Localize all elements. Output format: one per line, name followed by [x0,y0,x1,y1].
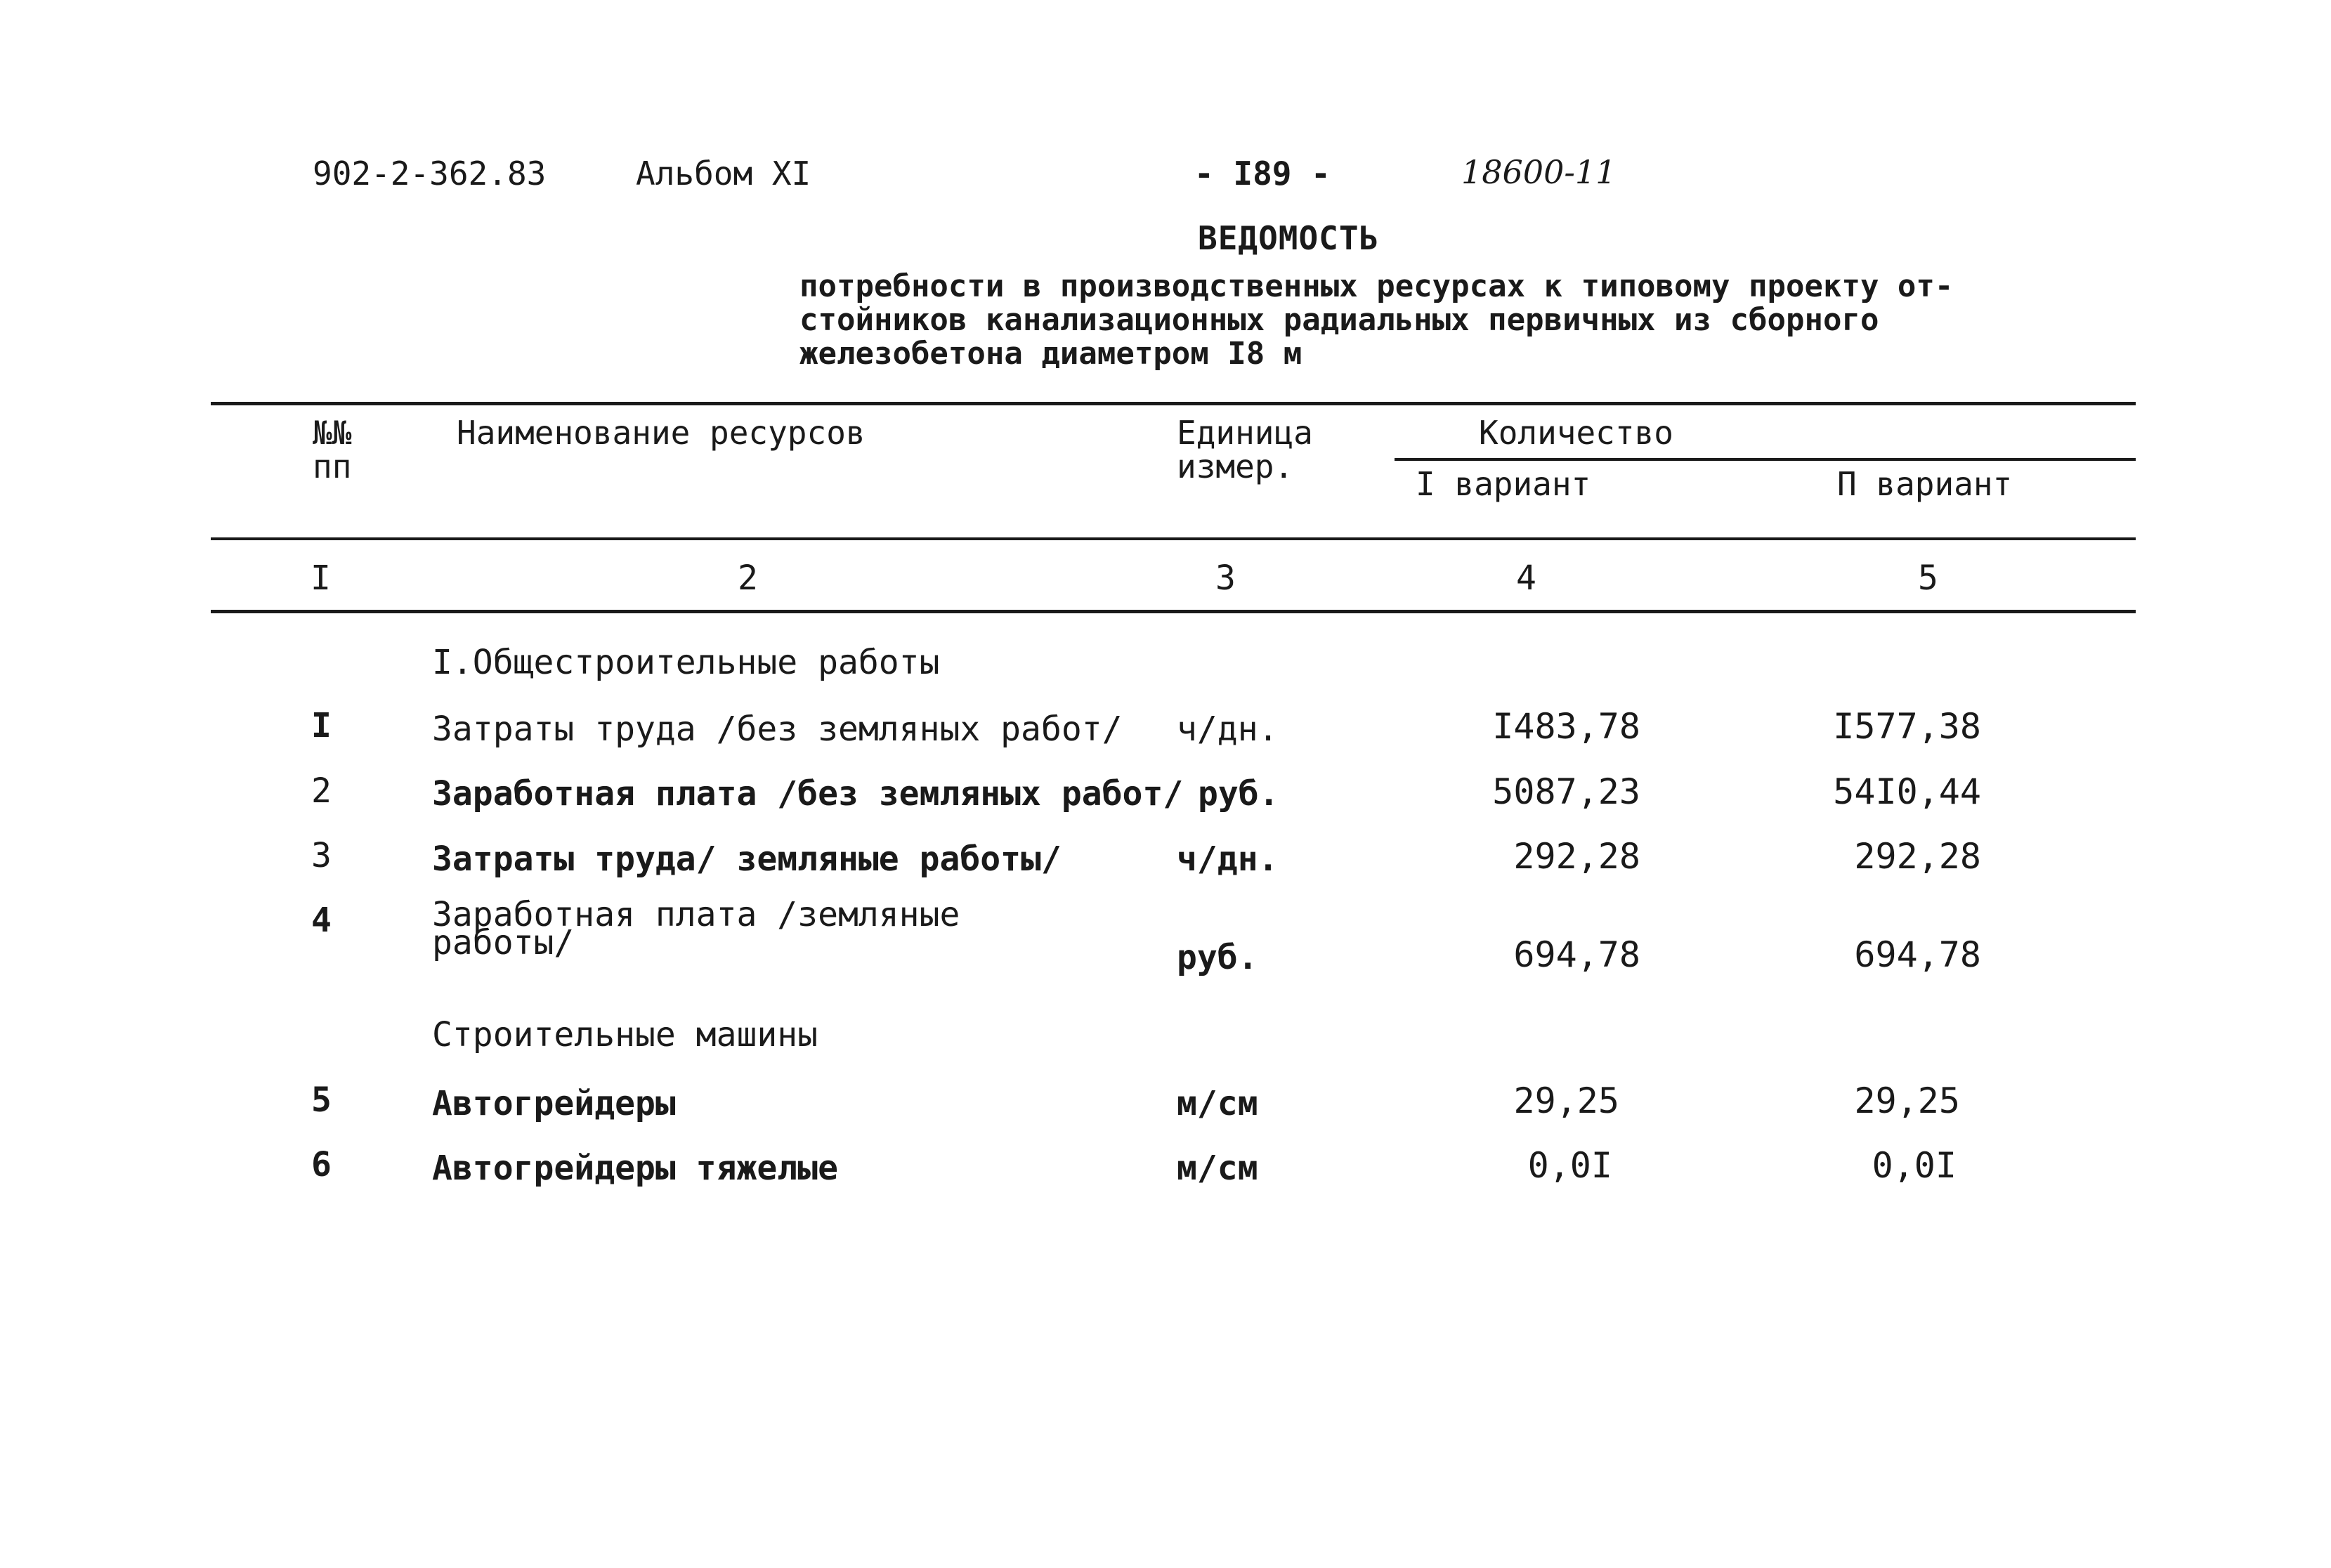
document-title: ВЕДОМОСТЬ [1198,219,1380,257]
row-value-variant-2: 0,0I [1872,1145,1957,1186]
document-code: 902-2-362.83 [313,155,547,192]
row-name: Автогрейдеры [432,1084,676,1123]
row-number: 5 [311,1080,332,1120]
row-number: 6 [311,1145,332,1184]
row-name: Заработная плата /земляные работы/ [432,895,960,962]
column-number-3: 3 [1215,558,1236,598]
section-title: I.Общестроительные работы [432,643,940,682]
handwritten-note: 18600-11 [1461,153,1617,191]
row-unit: м/см [1177,1084,1258,1123]
row-value-variant-2: 54I0,44 [1833,771,1981,812]
row-name: Затраты труда /без земляных работ/ [432,710,1123,749]
column-number-1: I [311,558,331,598]
column-number-2: 2 [738,558,758,598]
row-value-variant-2: 292,28 [1854,836,1981,877]
album-label: Альбом XI [636,155,811,192]
row-number: 2 [311,771,332,811]
quantity-subheader-rule [1395,458,2136,461]
row-unit: руб. [1177,938,1258,977]
row-number: 3 [311,836,332,875]
row-value-variant-1: 29,25 [1513,1080,1619,1121]
row-value-variant-2: I577,38 [1833,706,1981,747]
row-name: Автогрейдеры тяжелые [432,1149,838,1188]
header-quantity: Количество [1479,414,1673,452]
row-name: Затраты труда/ земляные работы/ [432,839,1062,879]
header-name: Наименование ресурсов [457,414,866,452]
row-number: 4 [311,901,332,940]
row-value-variant-1: 694,78 [1513,934,1640,975]
row-unit: ч/дн. [1177,839,1279,879]
row-number: I [311,706,332,745]
row-value-variant-1: 5087,23 [1492,771,1640,812]
row-name: Заработная плата /без земляных работ/ [432,774,1184,814]
row-unit: руб. [1198,774,1279,814]
row-value-variant-1: 292,28 [1513,836,1640,877]
row-value-variant-1: I483,78 [1492,706,1640,747]
section-title: Строительные машины [432,1015,818,1054]
column-number-5: 5 [1918,558,1938,598]
row-value-variant-1: 0,0I [1527,1145,1612,1186]
header-num: №№ пп [313,414,352,485]
description-line-1: потребности в производственных ресурсах к типовому проекту от- [799,268,1954,304]
row-value-variant-2: 29,25 [1854,1080,1960,1121]
header-variant-1: I вариант [1416,465,1591,503]
column-number-4: 4 [1516,558,1536,598]
row-value-variant-2: 694,78 [1854,934,1981,975]
table-top-rule [211,402,2136,405]
column-numbers-rule [211,610,2136,613]
row-unit: м/см [1177,1149,1258,1188]
row-unit: ч/дн. [1177,710,1279,749]
header-bottom-rule [211,537,2136,540]
header-unit: Единица измер. [1177,414,1313,485]
page-number: - I89 - [1194,155,1331,192]
description-line-2: стойников канализационных радиальных первичных из сборного [799,302,1879,338]
description-line-3: железобетона диаметром I8 м [799,336,1302,372]
header-variant-2: П вариант [1837,465,2013,503]
